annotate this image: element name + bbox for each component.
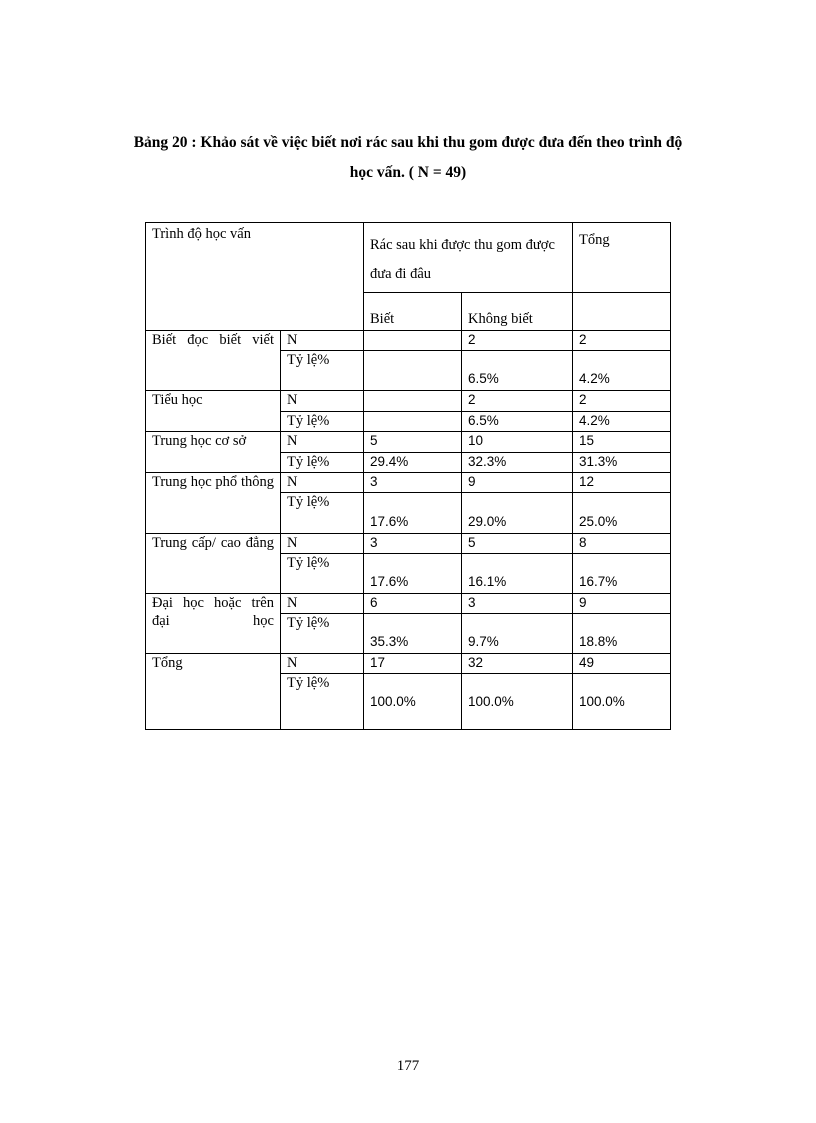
cell-dontknow-n: 3 xyxy=(462,594,573,614)
row-label xyxy=(146,391,281,432)
cell-know-n: 3 xyxy=(364,473,462,493)
cell-total-pct: 4.2% xyxy=(573,351,671,391)
page-number: 177 xyxy=(396,1058,420,1074)
cell-know-n xyxy=(364,391,462,412)
cell-dontknow-n: 32 xyxy=(462,654,573,674)
title-line-1: Bảng 20 : Khảo sát về việc biết nơi rác sau khi thu gom được đưa đến theo trình độ xyxy=(133,134,683,151)
cell-know-pct xyxy=(364,412,462,432)
table-title xyxy=(60,128,756,188)
cell-total-pct: 31.3% xyxy=(573,453,671,473)
cell-total-pct: 25.0% xyxy=(573,493,671,534)
label-n: N xyxy=(281,331,364,351)
table-row xyxy=(146,473,671,493)
table-row xyxy=(146,654,671,674)
label-n: N xyxy=(281,473,364,493)
cell-total-pct: 16.7% xyxy=(573,554,671,594)
table-row xyxy=(146,432,671,453)
cell-total-n: 12 xyxy=(573,473,671,493)
cell-total-n: 2 xyxy=(573,331,671,351)
row-label xyxy=(146,473,281,534)
header-education: Trình độ học vấn xyxy=(146,223,364,331)
label-pct: Tỷ lệ% xyxy=(281,614,364,654)
header-dont-know: Không biết xyxy=(462,293,573,331)
table-row xyxy=(146,594,671,614)
row-label-text: Tổng xyxy=(152,655,183,671)
row-label xyxy=(146,654,281,730)
cell-dontknow-pct: 9.7% xyxy=(462,614,573,654)
cell-dontknow-pct: 16.1% xyxy=(462,554,573,594)
cell-dontknow-pct: 100.0% xyxy=(462,674,573,730)
cell-dontknow-pct: 6.5% xyxy=(462,351,573,391)
cell-know-pct: 29.4% xyxy=(364,453,462,473)
table-row xyxy=(146,534,671,554)
label-n: N xyxy=(281,432,364,453)
label-n: N xyxy=(281,654,364,674)
row-label-text: Biết đọc biết viết xyxy=(152,332,274,348)
title-line-2: học vấn. ( N = 49) xyxy=(349,164,467,181)
cell-know-n xyxy=(364,331,462,351)
header-group: Rác sau khi được thu gom được đưa đi đâu xyxy=(364,223,573,293)
label-pct: Tỷ lệ% xyxy=(281,674,364,730)
cell-know-pct: 17.6% xyxy=(364,554,462,594)
header-know: Biết xyxy=(364,293,462,331)
cell-total-n: 2 xyxy=(573,391,671,412)
cell-dontknow-pct: 29.0% xyxy=(462,493,573,534)
label-pct: Tỷ lệ% xyxy=(281,412,364,432)
cell-know-n: 17 xyxy=(364,654,462,674)
cell-know-pct: 35.3% xyxy=(364,614,462,654)
header-total-blank xyxy=(573,293,671,331)
row-label-text: Trung cấp/ cao đẳng xyxy=(152,535,274,551)
cell-total-n: 49 xyxy=(573,654,671,674)
row-label xyxy=(146,331,281,391)
label-pct: Tỷ lệ% xyxy=(281,453,364,473)
cell-know-n: 6 xyxy=(364,594,462,614)
cell-total-pct: 18.8% xyxy=(573,614,671,654)
label-pct: Tỷ lệ% xyxy=(281,351,364,391)
header-total: Tổng xyxy=(573,223,671,293)
row-label xyxy=(146,594,281,654)
cell-know-n: 5 xyxy=(364,432,462,453)
row-label-text: Tiểu học xyxy=(152,392,203,408)
cell-dontknow-n: 2 xyxy=(462,331,573,351)
row-label-text: Đại học hoặc trên đại học xyxy=(152,595,274,629)
label-n: N xyxy=(281,534,364,554)
table-row xyxy=(146,331,671,351)
label-n: N xyxy=(281,391,364,412)
cell-dontknow-n: 9 xyxy=(462,473,573,493)
cell-know-pct: 17.6% xyxy=(364,493,462,534)
cell-dontknow-n: 10 xyxy=(462,432,573,453)
row-label-text: Trung học phổ thông xyxy=(152,474,274,490)
cell-total-pct: 100.0% xyxy=(573,674,671,730)
cell-dontknow-pct: 6.5% xyxy=(462,412,573,432)
cell-total-n: 8 xyxy=(573,534,671,554)
table-row xyxy=(146,391,671,412)
label-pct: Tỷ lệ% xyxy=(281,554,364,594)
cell-know-n: 3 xyxy=(364,534,462,554)
cell-total-n: 9 xyxy=(573,594,671,614)
row-label-text: Trung học cơ sở xyxy=(152,433,247,449)
survey-table xyxy=(145,222,671,730)
row-label xyxy=(146,432,281,473)
row-label xyxy=(146,534,281,594)
cell-dontknow-n: 2 xyxy=(462,391,573,412)
cell-total-pct: 4.2% xyxy=(573,412,671,432)
cell-dontknow-n: 5 xyxy=(462,534,573,554)
cell-know-pct xyxy=(364,351,462,391)
label-pct: Tỷ lệ% xyxy=(281,493,364,534)
label-n: N xyxy=(281,594,364,614)
cell-dontknow-pct: 32.3% xyxy=(462,453,573,473)
cell-total-n: 15 xyxy=(573,432,671,453)
cell-know-pct: 100.0% xyxy=(364,674,462,730)
